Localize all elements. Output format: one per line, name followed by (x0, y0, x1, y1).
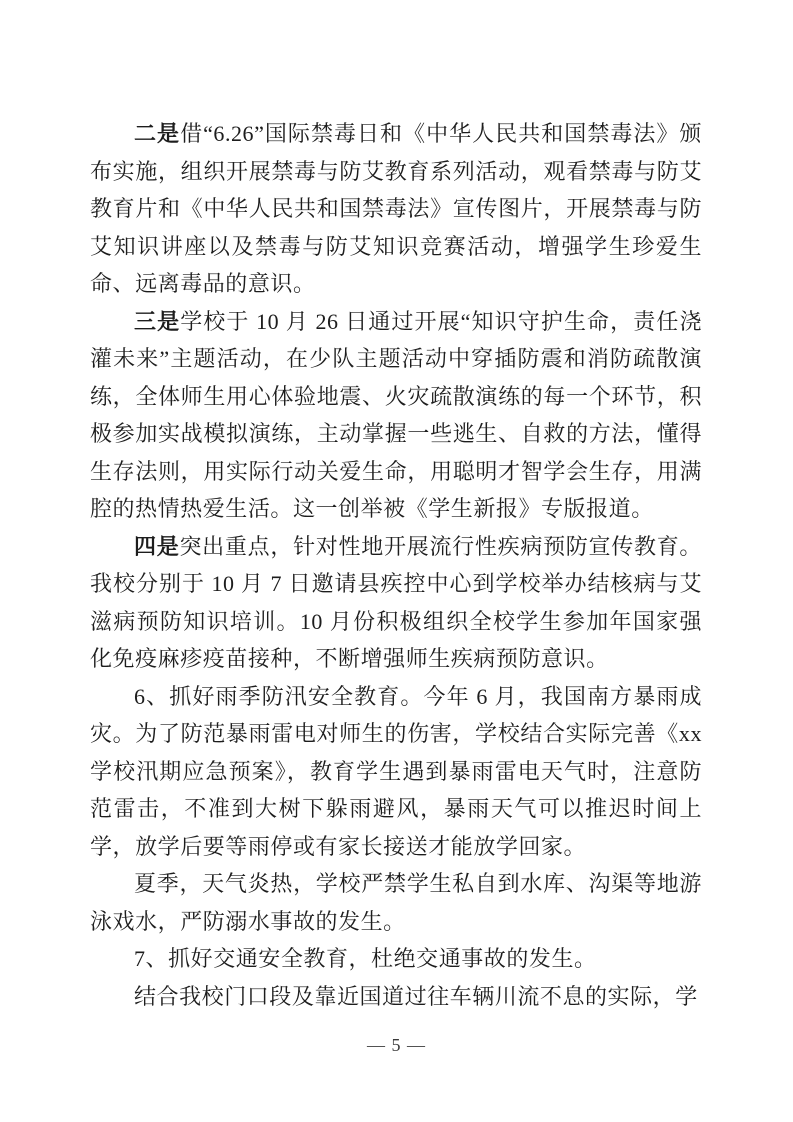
paragraph (90, 940, 702, 978)
page-number: — 5 — (367, 1035, 426, 1055)
paragraph-text: 结合我校门口段及靠近国道过往车辆川流不息的实际，学 (134, 983, 698, 1009)
paragraph (90, 865, 702, 940)
paragraph-text: 6、抓好雨季防汛安全教育。今年 6 月，我国南方暴雨成灾。为了防范暴雨雷电对师生的伤害，学校结合实际完善《xx 学校汛期应急预案》，教育学生遇到暴雨雷电天气时，注意防范雷击，不准到大树下躲雨避风，暴雨天气可以推迟时间上学，放学后要等雨停或有家长接送才能放学回家。 (90, 683, 702, 859)
paragraph-text: 学校于 10 月 26 日通过开展“知识守护生命，责任浇灌未来”主题活动，在少队主题活动中穿插防震和消防疏散演练，全体师生用心体验地震、火灾疏散演练的每一个环节，积极参加实战模拟演练，主动掌握一些逃生、自救的方法，懂得生存法则，用实际行动关爱生命，用聪明才智学会生存，用满腔的热情热爱生活。这一创举被《学生新报》专版报道。 (90, 308, 702, 521)
paragraph (90, 978, 702, 1016)
paragraph-text: 夏季，天气炎热，学校严禁学生私自到水库、沟渠等地游泳戏水，严防溺水事故的发生。 (90, 871, 702, 934)
paragraph-text: 7、抓好交通安全教育，杜绝交通事故的发生。 (134, 946, 597, 971)
paragraph-lead: 二是 (134, 121, 181, 146)
paragraph (90, 678, 702, 866)
document-body-text (90, 115, 702, 1015)
paragraph-text: 借“6.26”国际禁毒日和《中华人民共和国禁毒法》颁布实施，组织开展禁毒与防艾教育系列活动，观看禁毒与防艾教育片和《中华人民共和国禁毒法》宣传图片，开展禁毒与防艾知识讲座以及禁毒与防艾知识竞赛活动，增强学生珍爱生命、远离毒品的意识。 (90, 121, 702, 296)
paragraph-lead: 四是 (134, 533, 180, 559)
paragraph (90, 528, 702, 678)
paragraph (90, 303, 702, 528)
paragraph-text: 突出重点，针对性地开展流行性疾病预防宣传教育。我校分别于 10 月 7 日邀请县疾控中心到学校举办结核病与艾滋病预防知识培训。10 月份积极组织全校学生参加年国家强化免疫麻疹疫苗接种，不断增强师生疾病预防意识。 (90, 533, 702, 671)
paragraph (90, 115, 702, 303)
paragraph-lead: 三是 (134, 308, 181, 334)
